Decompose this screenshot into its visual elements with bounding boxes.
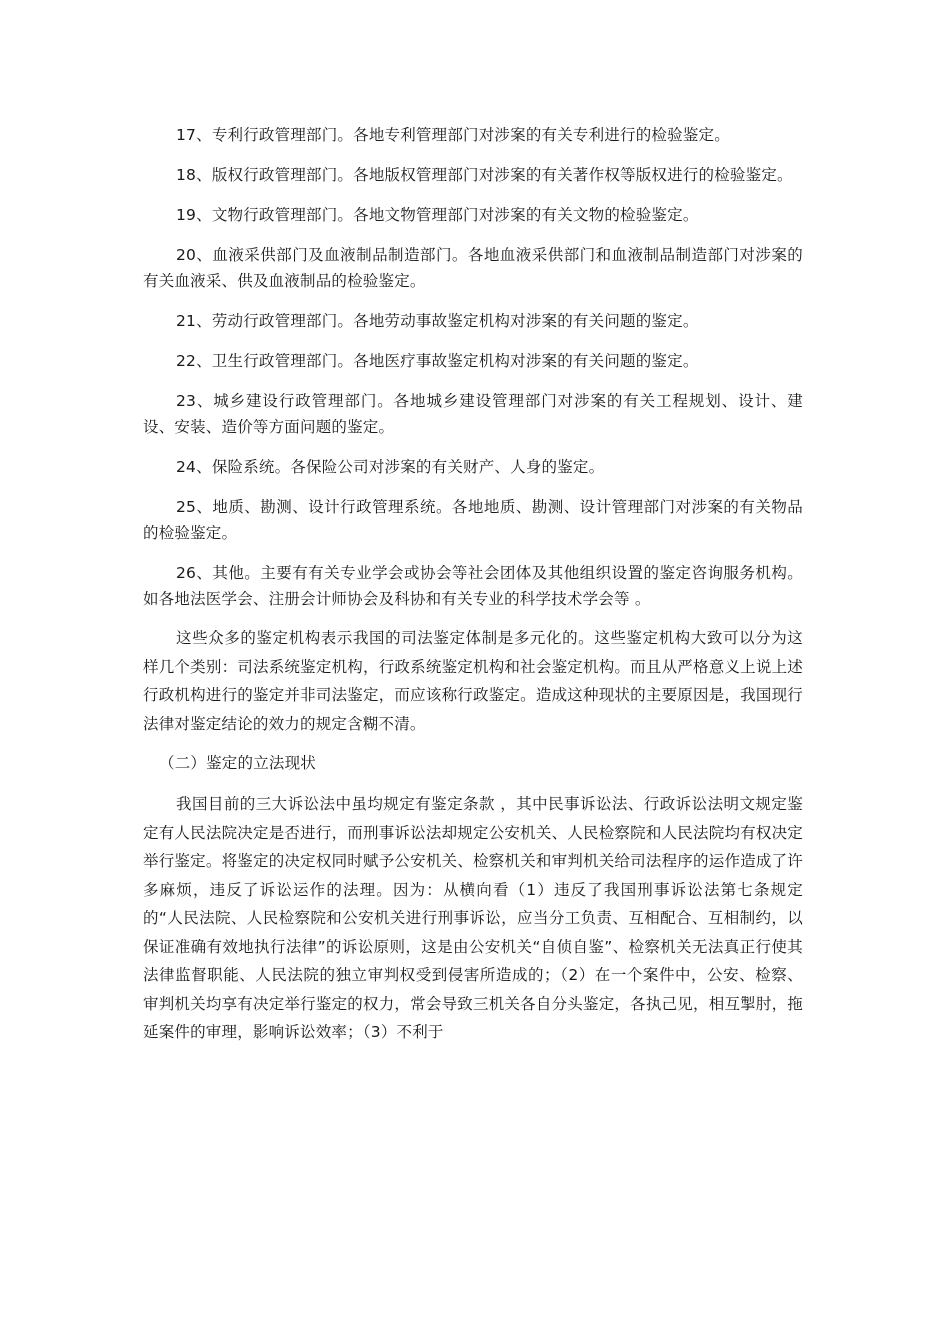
section-heading: （二）鉴定的立法现状 — [159, 754, 317, 772]
list-item-19: 19、文物行政管理部门。各地文物管理部门对涉案的有关文物的检验鉴定。 — [176, 206, 699, 224]
body-paragraph: 我国目前的三大诉讼法中虽均规定有鉴定条款 ，其中民事诉讼法、行政诉讼法明文规定鉴定有人民法院决定是否进行，而刑事诉讼法却规定公安机关、人民检察院和人民法院均有权决定举行鉴定。将鉴定的决定权同时赋予公安机关、检察机关和审判机关给司法程序的运作造成了许多麻烦，违反了诉讼运作的法理。因为：从横向看（1）违反了我国刑事诉讼法第七条规定的“人民法院、人民检察院和公安机关进行刑事诉讼，应当分工负责、互相配合、互相制约，以保证准确有效地执行法律”的诉讼原则，这是由公安机关“自侦自鉴”、检察机关无法真正行使其法律监督职能、人民法院的独立审判权受到侵害所造成的；（2）在一个案件中，公安、检察、审判机关均享有决定举行鉴定的权力，常会导致三机关各自分头鉴定，各执己见，相互掣肘，拖延案件的审理，影响诉讼效率；（3）不利于 — [143, 795, 803, 1041]
list-item-21: 21、劳动行政管理部门。各地劳动事故鉴定机构对涉案的有关问题的鉴定。 — [176, 312, 699, 330]
list-item-22: 22、卫生行政管理部门。各地医疗事故鉴定机构对涉案的有关问题的鉴定。 — [176, 352, 699, 370]
list-item-24: 24、保险系统。各保险公司对涉案的有关财产、人身的鉴定。 — [176, 458, 605, 476]
document-content — [143, 122, 803, 1047]
list-item-26: 26、其他。主要有有关专业学会或协会等社会团体及其他组织设置的鉴定咨询服务机构。如各地法医学会、注册会计师协会及科协和有关专业的科学技术学会等 。 — [143, 564, 803, 608]
list-item-23: 23、城乡建设行政管理部门。各地城乡建设管理部门对涉案的有关工程规划、设计、建设、安装、造价等方面问题的鉴定。 — [143, 392, 803, 436]
list-item-25: 25、地质、勘测、设计行政管理系统。各地地质、勘测、设计管理部门对涉案的有关物品的检验鉴定。 — [143, 498, 803, 542]
list-item-18: 18、版权行政管理部门。各地版权管理部门对涉案的有关著作权等版权进行的检验鉴定。 — [176, 166, 793, 184]
summary-paragraph: 这些众多的鉴定机构表示我国的司法鉴定体制是多元化的。这些鉴定机构大致可以分为这样几个类别：司法系统鉴定机构，行政系统鉴定机构和社会鉴定机构。而且从严格意义上说上述行政机构进行的鉴定并非司法鉴定，而应该称行政鉴定。造成这种现状的主要原因是，我国现行法律对鉴定结论的效力的规定含糊不清。 — [143, 629, 803, 733]
list-item-17: 17、专利行政管理部门。各地专利管理部门对涉案的有关专利进行的检验鉴定。 — [176, 126, 730, 144]
list-item-20: 20、血液采供部门及血液制品制造部门。各地血液采供部门和血液制品制造部门对涉案的有关血液采、供及血液制品的检验鉴定。 — [143, 246, 803, 290]
